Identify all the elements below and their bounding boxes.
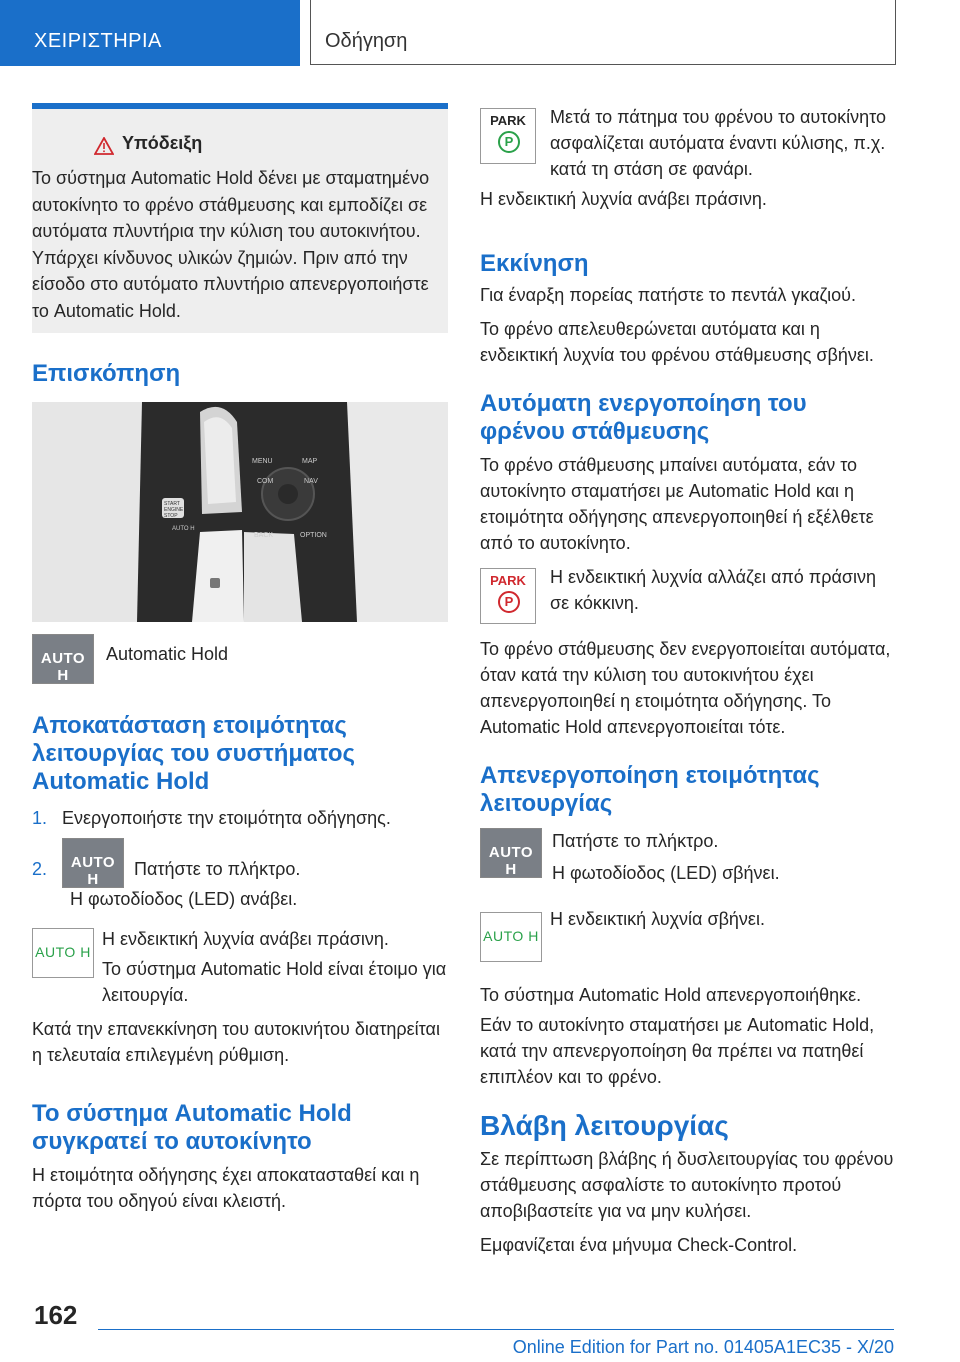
- note-title: Υπόδειξη: [122, 133, 203, 153]
- auto-h-button-icon: AUTO H: [62, 838, 124, 888]
- photo-label-autoh: AUTO H: [172, 526, 195, 532]
- park-indicator-green-icon: PARK P: [480, 108, 536, 164]
- note-box: [32, 103, 448, 333]
- auto-h-indicator-green-icon: AUTO H: [32, 928, 94, 978]
- park-indicator-red-icon: PARK P: [480, 568, 536, 624]
- warning-icon: [94, 137, 114, 155]
- p6: Η ενδεικτική λυχνία αλλάζει από πράσινη σε κόκκινη.: [550, 567, 876, 613]
- photo-label-com: COM: [257, 478, 274, 485]
- header-tab[interactable]: [0, 0, 300, 66]
- step-text: Ενεργοποιήστε την ετοιμότητα οδήγησης.: [62, 808, 391, 828]
- photo-label-menu: MENU: [252, 458, 273, 465]
- deactivate-heading: Απενεργοποίηση ετοιμότητας λειτουργίας: [480, 762, 820, 817]
- note-body: Το σύστημα Automatic Hold δένει με σταματημένο αυτοκίνητο το φρένο στάθμευσης και εμποδίζει σε αυτόματα πλυντήρια την κύλιση του αυτοκινήτου. Υπάρχει κίνδυνος υλικών ζημιών. Πριν από την είσοδο στο αυτόματο πλυντήριο απενεργοποιήστε το Automatic Hold.: [32, 168, 430, 321]
- page-number: 162: [34, 1300, 78, 1330]
- hold-heading: Το σύστημα Automatic Hold συγκρατεί το αυτοκίνητο: [32, 1100, 352, 1155]
- auto-h-button-icon: AUTO H: [32, 634, 94, 684]
- step-text: Πατήστε το πλήκτρο.: [134, 859, 301, 879]
- p8b: Η φωτοδίοδος (LED) σβήνει.: [552, 863, 780, 883]
- restart-text: Κατά την επανεκκίνηση του αυτοκινήτου διατηρείται η τελευταία επιλεγμένη ρύθμιση.: [32, 1019, 440, 1065]
- p7: Το φρένο στάθμευσης δεν ενεργοποιείται αυτόματα, όταν κατά την κύλιση του αυτοκινήτου έχει απενεργοποιηθεί η ετοιμότητα οδήγησης. Το Automatic Hold απενεργοποιείται τότε.: [480, 639, 891, 737]
- gear-selector-photo: [32, 402, 448, 622]
- photo-label-back: BACK: [254, 532, 274, 539]
- start-heading: Εκκίνηση: [480, 250, 589, 277]
- p3: Για έναρξη πορείας πατήστε το πεντάλ γκαζιού.: [480, 285, 856, 305]
- auto-h-button-icon: AUTO H: [480, 828, 542, 878]
- light-on-text: Η ενδεικτική λυχνία ανάβει πράσινη.: [102, 929, 389, 949]
- led-on-text: Η φωτοδίοδος (LED) ανάβει.: [70, 889, 298, 909]
- p2: Η ενδεικτική λυχνία ανάβει πράσινη.: [480, 189, 767, 209]
- auto-park-heading: Αυτόματη ενεργοποίηση του φρένου στάθμευσης: [480, 390, 807, 445]
- step-number: 2.: [32, 859, 48, 879]
- p4: Το φρένο απελευθερώνεται αυτόματα και η ενδεικτική λυχνία του φρένου στάθμευσης σβήνει.: [480, 319, 874, 365]
- header-section: [310, 0, 896, 65]
- step-number: 1.: [32, 808, 48, 828]
- footer-divider: [98, 1329, 894, 1330]
- p12: Σε περίπτωση βλάβης ή δυσλειτουργίας του φρένου στάθμευσης ασφαλίστε το αυτοκίνητο προτού αποβιβαστείτε για να μην κυλήσει.: [480, 1149, 894, 1221]
- fault-heading: Βλάβη λειτουργίας: [480, 1110, 729, 1141]
- footer-edition: Online Edition for Part no. 01405A1EC35 - X/20: [512, 1337, 894, 1357]
- p13: Εμφανίζεται ένα μήνυμα Check-Control.: [480, 1235, 798, 1255]
- icon-caption: Automatic Hold: [106, 644, 229, 664]
- photo-label-nav: NAV: [304, 478, 318, 485]
- auto-h-indicator-off-icon: AUTO H: [480, 912, 542, 962]
- overview-heading: Επισκόπηση: [32, 360, 181, 387]
- header-tab-label: ΧΕΙΡΙΣΤΗΡΙΑ: [34, 30, 162, 52]
- section-title: Οδήγηση: [325, 30, 408, 52]
- p10: Το σύστημα Automatic Hold απενεργοποιήθηκε.: [480, 985, 862, 1005]
- p8a: Πατήστε το πλήκτρο.: [552, 831, 719, 851]
- hold-text: Η ετοιμότητα οδήγησης έχει αποκατασταθεί και η πόρτα του οδηγού είναι κλειστή.: [32, 1165, 420, 1211]
- ready-text: Το σύστημα Automatic Hold είναι έτοιμο για λειτουργία.: [102, 959, 447, 1005]
- restore-heading: Αποκατάσταση ετοιμότητας λειτουργίας του συστήματος Automatic Hold: [32, 712, 355, 795]
- photo-label-map: MAP: [302, 458, 318, 465]
- photo-label-start: START ENGINE STOP: [164, 501, 184, 519]
- p1: Μετά το πάτημα του φρένου το αυτοκίνητο ασφαλίζεται αυτόματα έναντι κύλισης, π.χ. κατά τη στάση σε φανάρι.: [550, 107, 886, 179]
- console-illustration: [32, 402, 448, 622]
- p9: Η ενδεικτική λυχνία σβήνει.: [550, 909, 765, 929]
- p11: Εάν το αυτοκίνητο σταματήσει με Automatic Hold, κατά την απενεργοποίηση θα πρέπει να πατηθεί επιπλέον και το φρένο.: [480, 1015, 875, 1087]
- photo-label-option: OPTION: [300, 532, 327, 539]
- p5: Το φρένο στάθμευσης μπαίνει αυτόματα, εάν το αυτοκίνητο σταματήσει με Automatic Hold και η ετοιμότητα οδήγησης απενεργοποιηθεί ή εξέλθετε από το αυτοκίνητο.: [480, 455, 874, 553]
